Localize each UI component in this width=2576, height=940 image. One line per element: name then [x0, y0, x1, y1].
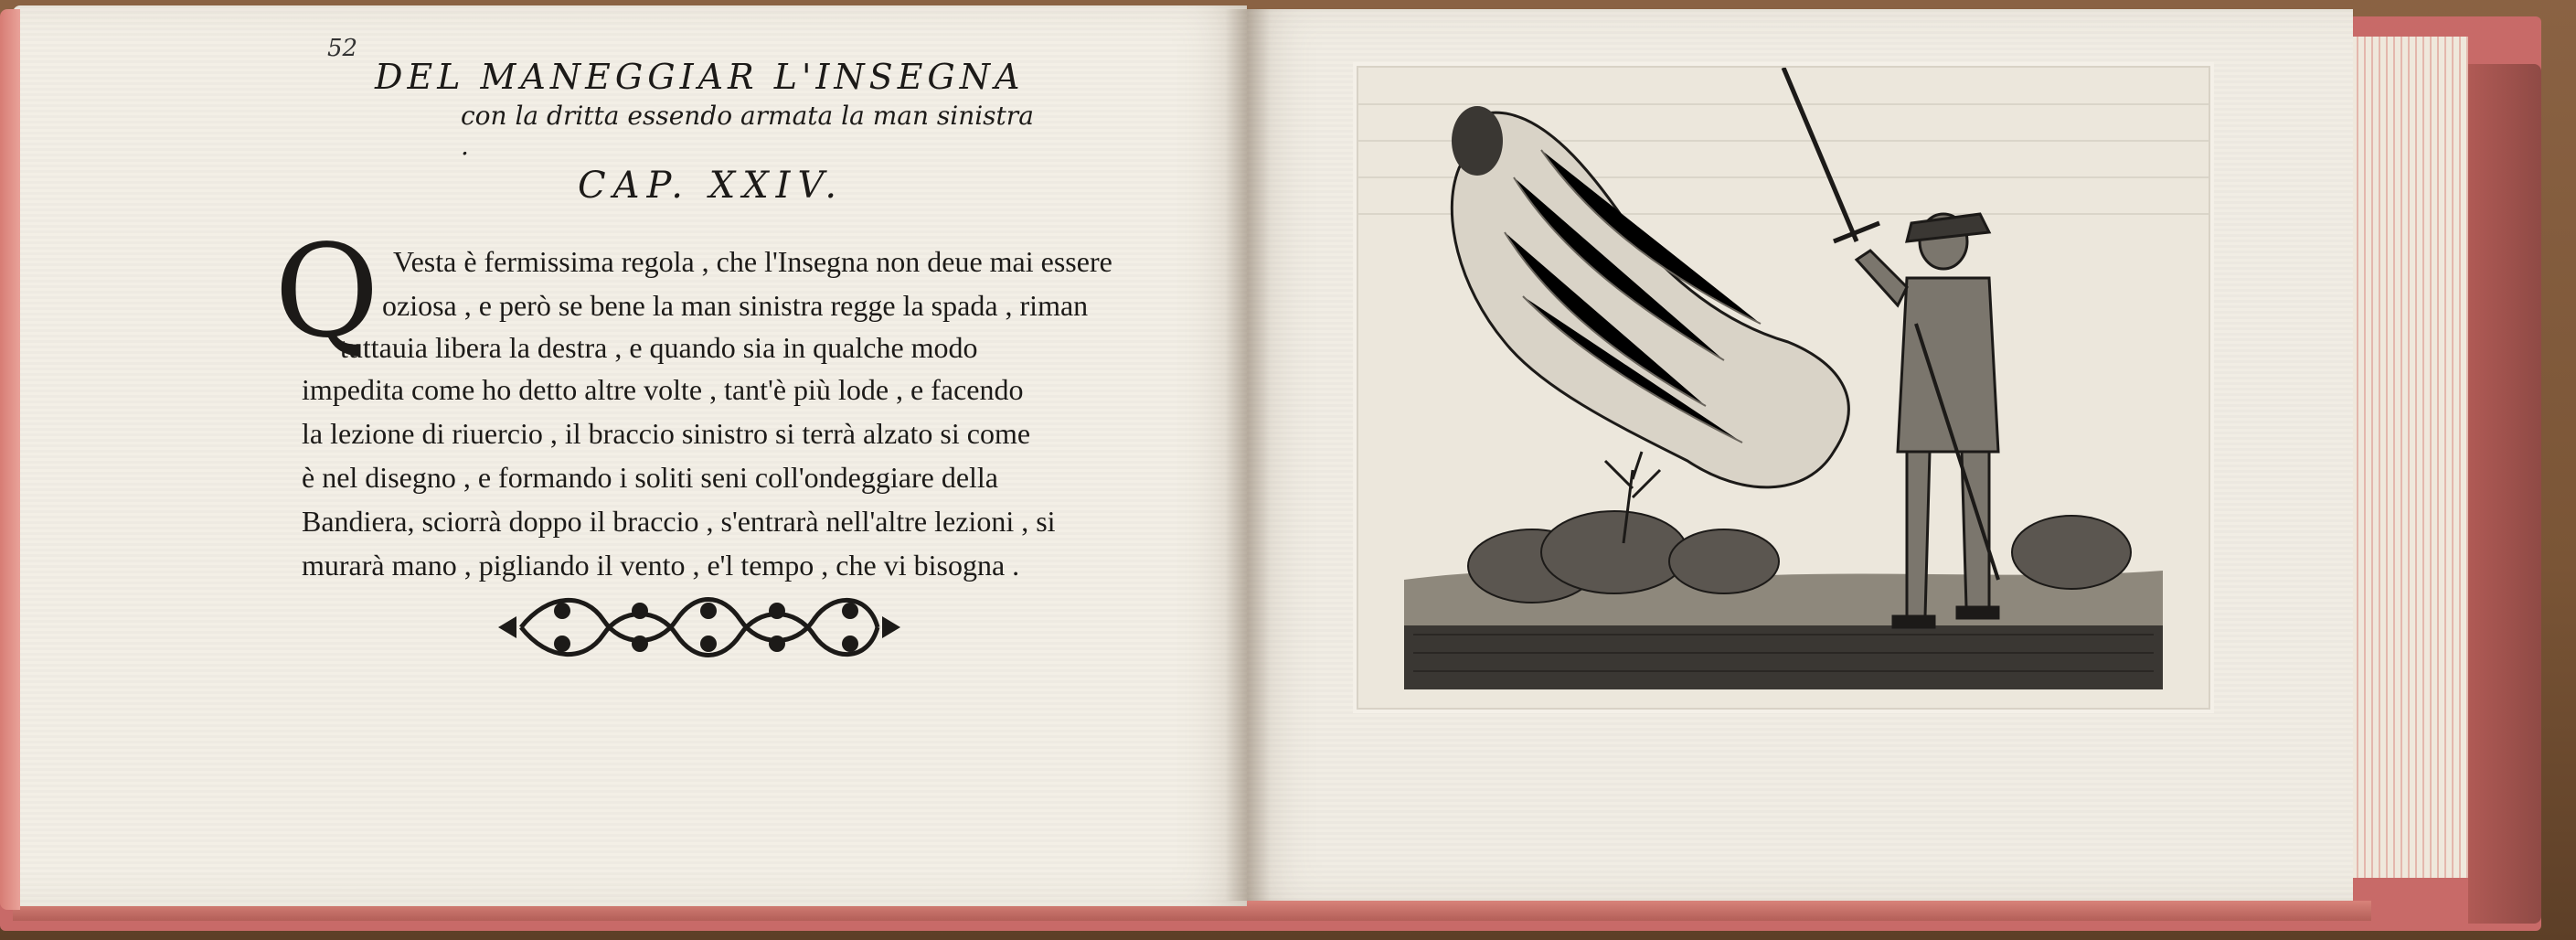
running-subtitle: con la dritta essendo armata la man sinistra .: [461, 101, 1034, 161]
cover-edge: [2468, 64, 2541, 924]
running-head: DEL MANEGGIAR L'INSEGNA: [375, 57, 1025, 97]
body-line: murarà mano , pigliando il vento , e'l tempo , che vi bisogna .: [302, 549, 1020, 582]
body-line: tuttauia libera la destra , e quando sia in qualche modo: [340, 331, 978, 364]
body-line: oziosa , e però se bene la man sinistra regge la spada , riman: [382, 289, 1089, 322]
body-line: Vesta è fermissima regola , che l'Insegna non deue mai essere: [393, 245, 1112, 278]
left-red-edge: [0, 9, 20, 910]
body-line: Bandiera, sciorrà doppo il braccio , s'entrarà nell'altre lezioni , si: [302, 505, 1056, 538]
book-gutter: [1225, 9, 1271, 901]
ornament-tailpiece: [494, 583, 905, 671]
drop-cap: Q: [274, 218, 379, 367]
body-line: è nel disegno , e formando i soliti seni coll'ondeggiare della: [302, 461, 998, 494]
page-number-left: 52: [327, 35, 358, 62]
flag-bearer-engraving: [1358, 68, 2209, 708]
engraving-plate: [1357, 66, 2210, 710]
chapter-heading: CAP. XXIV.: [578, 165, 845, 207]
body-line: la lezione di riuercio , il braccio sinistro si terrà alzato si come: [302, 417, 1031, 450]
body-line: impedita come ho detto altre volte , tant'è più lode , e facendo: [302, 373, 1024, 406]
